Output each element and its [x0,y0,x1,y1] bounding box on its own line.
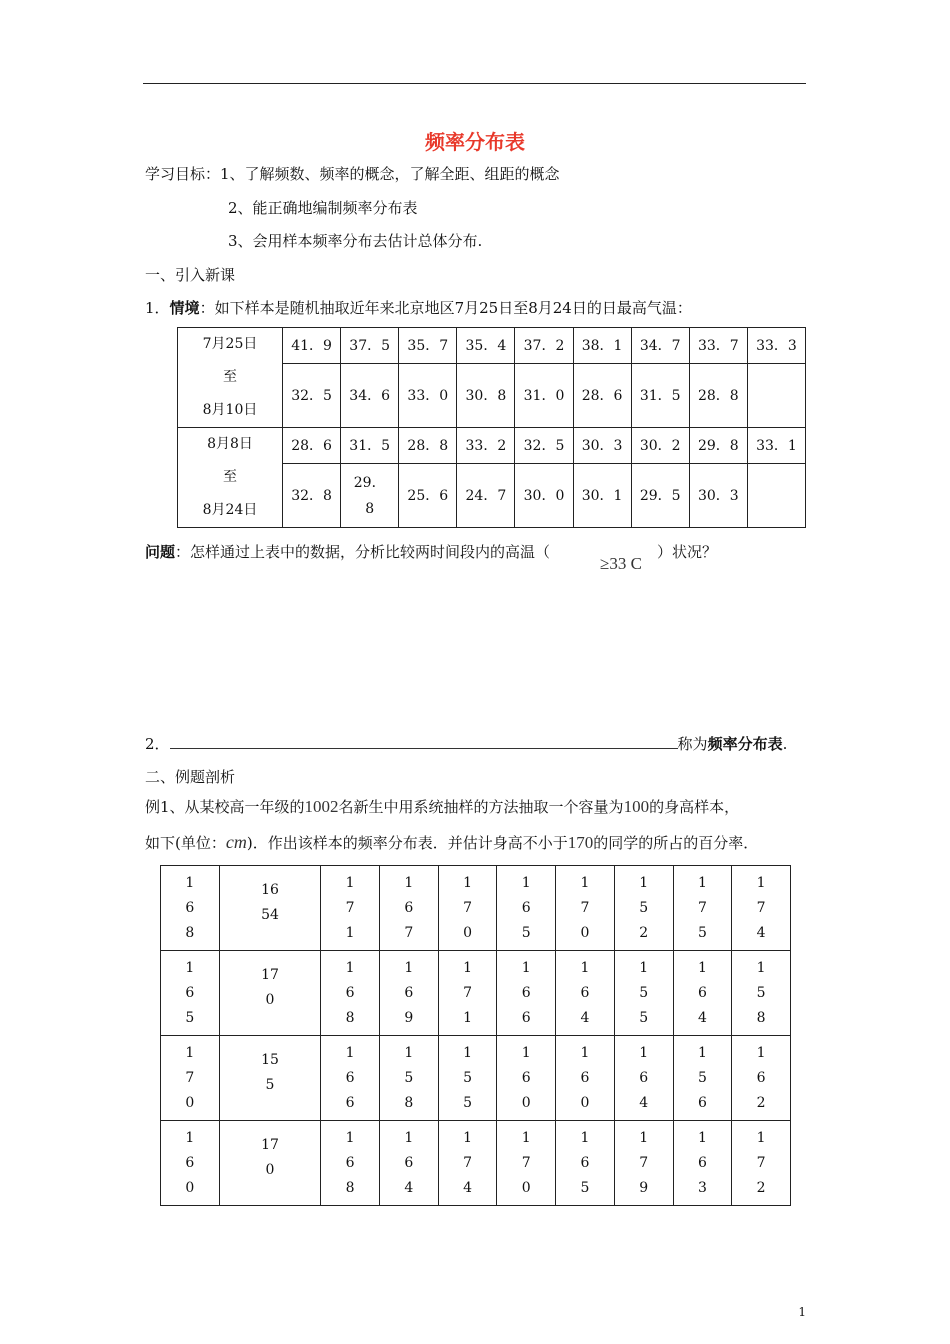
section2-heading: 二、例题剖析 [145,768,236,786]
height-cell: 16 54 [219,866,321,951]
height-cell: 1 7 4 [732,866,791,951]
height-cell: 1 6 8 [321,951,380,1036]
height-table [160,865,791,1206]
height-cell: 1 6 0 [556,1036,615,1121]
temperature-cell: 32．5 [283,364,341,428]
temperature-cell: 28．8 [689,364,747,428]
height-cell: 1 7 9 [614,1121,673,1206]
height-cell: 1 6 8 [161,866,220,951]
height-cell: 1 5 8 [379,1036,438,1121]
temperature-threshold: ≥33 C [600,554,642,573]
section1-heading: 一、引入新课 [145,266,236,284]
question-text: 问题：怎样通过上表中的数据，分析比较两时间段内的高温（ [145,543,551,561]
temperature-cell: 30．0 [515,464,573,528]
date-range-line: 至 [223,469,237,485]
temperature-cell: 41．9 [283,328,341,364]
height-cell: 1 6 4 [614,1036,673,1121]
height-cell: 1 6 5 [556,1121,615,1206]
height-cell: 17 0 [219,1121,321,1206]
height-cell: 1 6 4 [673,951,732,1036]
temperature-cell: 35．4 [457,328,515,364]
temperature-cell: 32．8 [283,464,341,528]
example-line-1: 例1、从某校高一年级的1002名新生中用系统抽样的方法抽取一个容量为100的身高样本， [145,797,740,816]
height-cell: 1 5 5 [614,951,673,1036]
height-cell: 1 5 8 [732,951,791,1036]
height-cell: 1 6 6 [497,951,556,1036]
temperature-cell: 35．7 [399,328,457,364]
temperature-cell: 33．7 [689,328,747,364]
temperature-cell: 30．2 [631,428,689,464]
height-cell: 1 6 0 [497,1036,556,1121]
temperature-cell: 34．6 [341,364,399,428]
date-range-line: 8月8日 [207,436,253,452]
fill-in-blank[interactable] [170,734,678,749]
temperature-cell: 30．3 [573,428,631,464]
date-range-line: 7月25日 [202,336,258,352]
temperature-cell: 37．5 [341,328,399,364]
temperature-cell: 31．0 [515,364,573,428]
temperature-cell: 32．5 [515,428,573,464]
temperature-cell: 30．1 [573,464,631,528]
temperature-table [177,327,806,528]
date-range-label [178,328,283,428]
height-cell: 1 7 0 [438,866,497,951]
height-cell: 1 7 1 [438,951,497,1036]
height-cell: 17 0 [219,951,321,1036]
temperature-cell: 31．5 [341,428,399,464]
temperature-cell: 28．8 [399,428,457,464]
temperature-cell: 29． 8 [341,464,399,528]
height-cell: 15 5 [219,1036,321,1121]
height-cell: 1 6 0 [161,1121,220,1206]
height-cell: 1 7 0 [556,866,615,951]
height-cell: 1 5 5 [438,1036,497,1121]
height-cell: 1 7 4 [438,1121,497,1206]
goal-1: 学习目标：1、了解频数、频率的概念，了解全距、组距的概念 [145,165,560,183]
height-cell: 1 7 1 [321,866,380,951]
temperature-cell: 33．1 [747,428,805,464]
height-cell: 1 5 2 [614,866,673,951]
height-cell: 1 7 2 [732,1121,791,1206]
height-cell: 1 7 0 [161,1036,220,1121]
temperature-cell: 33．2 [457,428,515,464]
temperature-cell: 29．8 [689,428,747,464]
height-cell: 1 6 7 [379,866,438,951]
temperature-cell: 24．7 [457,464,515,528]
height-cell: 1 6 5 [497,866,556,951]
date-range-line: 8月24日 [202,502,258,518]
temperature-cell [747,364,805,428]
height-cell: 1 6 9 [379,951,438,1036]
temperature-cell: 33．3 [747,328,805,364]
height-cell: 1 7 5 [673,866,732,951]
temperature-cell: 30．3 [689,464,747,528]
temperature-cell: 38．1 [573,328,631,364]
date-range-line: 8月10日 [202,402,258,418]
temperature-cell: 33．0 [399,364,457,428]
height-cell: 1 7 0 [497,1121,556,1206]
definition-line: 2． 称为频率分布表. [145,735,788,753]
height-cell: 1 6 5 [161,951,220,1036]
example-line-2: 如下(单位：cm)．作出该样本的频率分布表．并估计身高不小于170的同学的所占的百分率． [145,832,759,852]
height-cell: 1 5 6 [673,1036,732,1121]
height-cell: 1 6 8 [321,1121,380,1206]
page-title: 频率分布表 [425,130,525,154]
height-cell: 1 6 2 [732,1036,791,1121]
height-cell: 1 6 4 [379,1121,438,1206]
header-rule [143,83,806,84]
goal-3: 3、会用样本频率分布去估计总体分布. [228,232,483,250]
temperature-cell: 29．5 [631,464,689,528]
temperature-cell: 34．7 [631,328,689,364]
temperature-cell: 37．2 [515,328,573,364]
question-text-end: ）状况？ [657,543,718,561]
height-cell: 1 6 3 [673,1121,732,1206]
temperature-cell: 31．5 [631,364,689,428]
temperature-cell: 28．6 [573,364,631,428]
height-cell: 1 6 4 [556,951,615,1036]
date-range-label [178,428,283,528]
scenario-text: 1．情境：如下样本是随机抽取近年来北京地区7月25日至8月24日的日最高气温： [145,299,692,317]
page-number: 1 [798,1305,806,1319]
height-cell: 1 6 6 [321,1036,380,1121]
temperature-cell: 28．6 [283,428,341,464]
date-range-line: 至 [223,369,237,385]
temperature-cell: 25．6 [399,464,457,528]
goal-2: 2、能正确地编制频率分布表 [228,199,418,217]
temperature-cell [747,464,805,528]
temperature-cell: 30．8 [457,364,515,428]
